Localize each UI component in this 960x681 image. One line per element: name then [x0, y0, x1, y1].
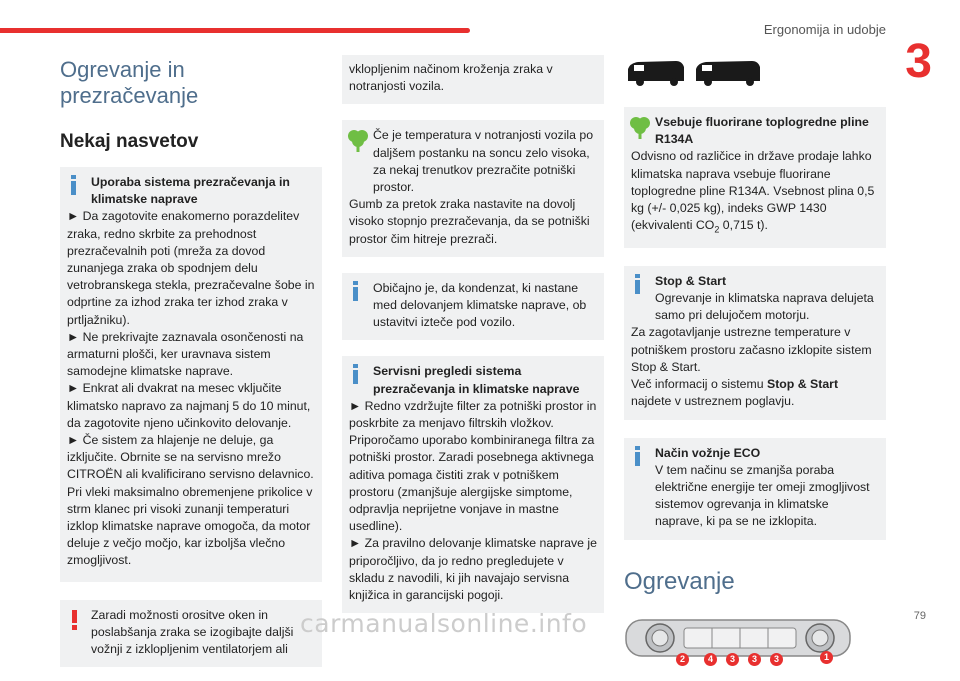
info-icon [347, 281, 367, 303]
info-icon [629, 446, 649, 468]
watermark: carmanualsonline.info [300, 609, 588, 638]
column-3 [624, 55, 886, 679]
eco-leaf-icon [629, 115, 649, 137]
eco-leaf-icon [347, 128, 367, 150]
callout-4: 4 [704, 653, 717, 666]
column-1 [60, 55, 322, 681]
top-accent-bar [0, 28, 470, 33]
info-box-eco-mode: Način vožnje ECO V tem načinu se zmanjša poraba električne energije ter omeji zmogljivost sistemov ogrevanja in klimatske naprave, ki pa se ne izklopita. [624, 438, 886, 540]
info-box-condensate: Običajno je, da kondenzat, ki nastane med delovanjem klimatske naprave, ob ustavitvi izteče pod vozilo. [342, 273, 604, 341]
callout-3b: 3 [748, 653, 761, 666]
info-box-stop-start: Stop & Start Ogrevanje in klimatska naprava delujeta samo pri delujočem motorju. Za zagotavljanje ustrezne temperature v potniškem prostoru začasno izklopite sistem Stop & Start. Več informacij o sistemu Stop & Start najdete v ustreznem poglavju. [624, 266, 886, 420]
info-icon [65, 175, 85, 197]
section-title-heating: Ogrevanje [624, 567, 735, 595]
section-header: Ergonomija in udobje [763, 22, 886, 37]
heating-control-panel [624, 614, 886, 679]
warning-icon [65, 608, 85, 630]
info-box-service: Servisni pregledi sistema prezračevanja in klimatske naprave ► Redno vzdržujte filter za potniški prostor in poskrbite za menjavo filtrskih vložkov. Priporočamo uporabo kombiniranega filtra za potniški prostor. Zaradi posebnega aktivnega aditiva pomaga čistiti zrak v potniškem prostoru (zmanjšuje alergijske simptome, odpravlja neprijetne vonjave in mastne usedline). ► Za pravilno delovanje klimatske naprave je priporočljivo, da jo redno pregledujete v skladu z navodili, ki jih navajajo servisna knjižica in garancijski pogoji. [342, 356, 604, 613]
callout-2: 2 [676, 653, 689, 666]
warning-box-fogging: Zaradi možnosti orositve oken in poslabšanja zraka se izogibajte daljši vožnji z izklopljenim ventilatorjem ali [60, 600, 322, 668]
subtitle: Nekaj nasvetov [60, 131, 199, 152]
vehicle-variants [624, 55, 886, 95]
van-icons [624, 55, 764, 91]
chapter-number: 3 [905, 35, 932, 88]
page-number: 79 [913, 610, 926, 622]
eco-box-fluorinated-gas: Vsebuje fluorirane toplogredne pline R134A Odvisno od različice in države prodaje lahko klimatska naprava vsebuje fluorirane toplogredne pline R134A. Vsebnost plina 0,5 kg (+/- 0,025 kg), indeks GWP 1430 (ekvivalenti $CO_2$ 0,715 t). [624, 107, 886, 248]
control-panel-illustration [624, 614, 854, 674]
warning-box-continued: vklopljenim načinom kroženja zraka v notranjosti vozila. [342, 55, 604, 104]
info-icon [629, 274, 649, 296]
callout-1: 1 [820, 651, 833, 664]
callout-3c: 3 [770, 653, 783, 666]
column-2 [342, 55, 604, 627]
info-icon [347, 364, 367, 386]
page-title: Ogrevanje in prezračevanje [60, 57, 199, 108]
callout-3a: 3 [726, 653, 739, 666]
eco-tip-box: Če je temperatura v notranjosti vozila po daljšem postanku na soncu zelo visoka, za nekaj trenutkov prezračite potniški prostor. Gumb za pretok zraka nastavite na dovolj visoko stopnjo prezračevanja, da se potniški prostor čim hitreje prezrači. [342, 120, 604, 256]
info-box-ventilation-usage: Uporaba sistema prezračevanja in klimatske naprave ► Da zagotovite enakomerno porazdelitev zraka, redno skrbite za prehodnost prezračevalnih poti (mreža za dovod zunanjega zraka ob spodnjem delu vetrobranskega stekla, prezračevalne šobe in odprtine za izhod zraka ter izhod zraka v prtljažniku). ► Ne prekrivajte zaznavala osončenosti na armaturni plošči, ker uravnava sistem samodejne klimatske naprave. ► Enkrat ali dvakrat na mesec vključite klimatsko napravo za najmanj 5 do 10 minut, da zagotovite njeno učinkovito delovanje. ► Če sistem za hlajenje ne deluje, ga izključite. Obrnite se na servisno mrežo CITROËN ali kvalificirano servisno delavnico. Pri vleki maksimalno obremenjene prikolice v strm klanec pri visoki zunanji temperaturi izklop klimatske naprave omogoča, da motor deluje z večjo močjo, kar izboljša vlečno zmogljivost. [60, 167, 322, 582]
